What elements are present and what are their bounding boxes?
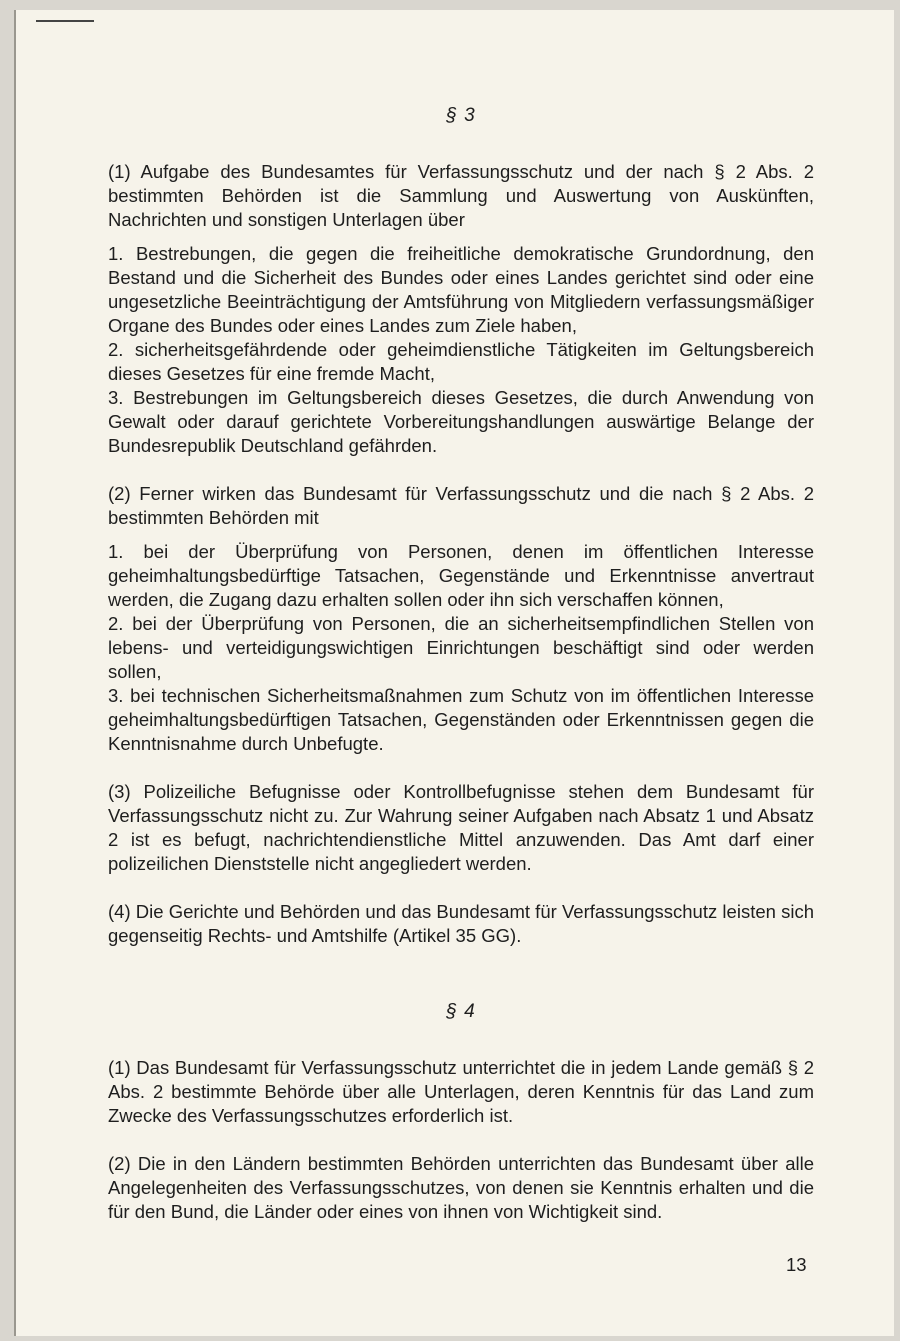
s3-p3: (3) Polizeiliche Befugnisse oder Kontrollbefugnisse stehen dem Bundesamt für Verfassungsschutz nicht zu. Zur Wahrung seiner Aufgaben nach Absatz 1 und Absatz 2 ist es befugt, nachrichtendienstliche Mittel anzuwenden. Das Amt darf einer polizeilichen Dienststelle nicht angegliedert werden. [108, 781, 814, 874]
page-number: 13 [786, 1254, 807, 1275]
s3-p1-intro: (1) Aufgabe des Bundesamtes für Verfassungsschutz und der nach § 2 Abs. 2 bestimmten Behörden ist die Sammlung und Auswertung von Auskünften, Nachrichten und sonstigen Unterlagen über [108, 161, 814, 230]
section-4-heading: § 4 [446, 1001, 476, 1022]
document-page [14, 10, 894, 1336]
s4-p2: (2) Die in den Ländern bestimmten Behörden unterrichten das Bundesamt über alle Angelegenheiten des Verfassungsschutzes, von denen sie Kenntnis erhalten und die für den Bund, die Länder oder eines von ihnen von Wichtigkeit sind. [108, 1153, 814, 1222]
s3-p2-item-2: 2. bei der Überprüfung von Personen, die an sicherheitsempfindlichen Stellen von lebens- und verteidigungswichtigen Einrichtungen beschäftigt sind oder werden sollen, [108, 613, 814, 682]
s3-p2-item-1: 1. bei der Überprüfung von Personen, denen im öffentlichen Interesse geheimhaltungsbedürftige Tatsachen, Gegenstände und Erkenntnisse anvertraut werden, die Zugang dazu erhalten sollen oder ihn sich verschaffen können, [108, 541, 814, 610]
s3-p4: (4) Die Gerichte und Behörden und das Bundesamt für Verfassungsschutz leisten sich gegenseitig Rechts- und Amtshilfe (Artikel 35 GG). [108, 901, 814, 946]
s4-p1: (1) Das Bundesamt für Verfassungsschutz unterrichtet die in jedem Lande gemäß § 2 Abs. 2 bestimmte Behörde über alle Unterlagen, deren Kenntnis für das Land zum Zwecke des Verfassungsschutzes erforderlich ist. [108, 1057, 814, 1126]
s3-p2-item-3: 3. bei technischen Sicherheitsmaßnahmen zum Schutz von im öffentlichen Interesse geheimhaltungsbedürftigen Tatsachen, Gegenständen oder Erkenntnissen gegen die Kenntnisnahme durch Unbefugte. [108, 685, 814, 754]
s3-p1-item-3: 3. Bestrebungen im Geltungsbereich dieses Gesetzes, die durch Anwendung von Gewalt oder darauf gerichtete Vorbereitungshandlungen auswärtige Belange der Bundesrepublik Deutschland gefährden. [108, 387, 814, 456]
page-content [108, 104, 814, 1224]
s3-p1-item-2: 2. sicherheitsgefährdende oder geheimdienstliche Tätigkeiten im Geltungsbereich dieses Gesetzes für eine fremde Macht, [108, 339, 814, 384]
s3-p2-intro: (2) Ferner wirken das Bundesamt für Verfassungsschutz und die nach § 2 Abs. 2 bestimmten Behörden mit [108, 483, 814, 528]
section-3-heading: § 3 [446, 105, 476, 126]
s3-p1-item-1: 1. Bestrebungen, die gegen die freiheitliche demokratische Grundordnung, den Bestand und die Sicherheit des Bundes oder eines Landes gerichtet sind oder eine ungesetzliche Beeinträchtigung der Amtsführung von Mitgliedern verfassungsmäßiger Organe des Bundes oder eines Landes zum Ziele haben, [108, 243, 814, 336]
top-rule [36, 20, 94, 22]
